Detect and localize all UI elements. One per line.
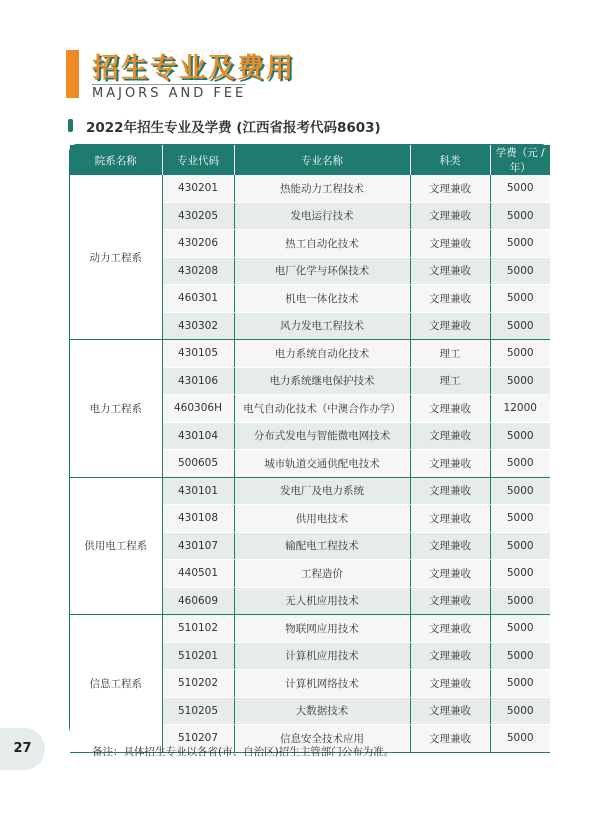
tuition-cell: 5000	[490, 257, 550, 285]
major-code-cell: 460609	[162, 587, 234, 615]
category-cell: 文理兼收	[410, 285, 490, 313]
tuition-cell: 5000	[490, 202, 550, 230]
category-cell: 文理兼收	[410, 587, 490, 615]
major-name-cell: 计算机应用技术	[234, 642, 410, 670]
section-title: 2022年招生专业及学费 (江西省报考代码8603)	[86, 120, 381, 136]
major-name-cell: 风力发电工程技术	[234, 312, 410, 340]
header-accent-bar	[66, 50, 79, 98]
major-name-cell: 供用电技术	[234, 505, 410, 533]
major-code-cell: 510202	[162, 670, 234, 698]
major-code-cell: 430208	[162, 257, 234, 285]
page-title: 招生专业及费用	[92, 53, 295, 84]
table-row	[70, 175, 550, 202]
category-cell: 文理兼收	[410, 422, 490, 450]
column-header: 专业名称	[234, 145, 410, 175]
tuition-cell: 5000	[490, 587, 550, 615]
table-row	[70, 477, 550, 505]
major-name-cell: 分布式发电与智能微电网技术	[234, 422, 410, 450]
category-cell: 文理兼收	[410, 725, 490, 753]
major-name-cell: 电厂化学与环保技术	[234, 257, 410, 285]
major-code-cell: 510102	[162, 615, 234, 643]
major-name-cell: 机电一体化技术	[234, 285, 410, 313]
category-cell: 文理兼收	[410, 505, 490, 533]
category-cell: 文理兼收	[410, 532, 490, 560]
major-code-cell: 430108	[162, 505, 234, 533]
tuition-cell: 5000	[490, 670, 550, 698]
tuition-cell: 5000	[490, 642, 550, 670]
category-cell: 理工	[410, 367, 490, 395]
major-code-cell: 430107	[162, 532, 234, 560]
major-code-cell: 510207	[162, 725, 234, 753]
major-name-cell: 无人机应用技术	[234, 587, 410, 615]
major-name-cell: 电力系统继电保护技术	[234, 367, 410, 395]
tuition-cell: 5000	[490, 340, 550, 368]
tuition-cell: 5000	[490, 697, 550, 725]
dept-cell: 供用电工程系	[70, 477, 162, 615]
category-cell: 文理兼收	[410, 230, 490, 258]
tuition-cell: 12000	[490, 395, 550, 423]
major-code-cell: 440501	[162, 560, 234, 588]
major-name-cell: 信息安全技术应用	[234, 725, 410, 753]
dept-cell: 动力工程系	[70, 175, 162, 340]
tuition-cell: 5000	[490, 450, 550, 478]
major-name-cell: 热能动力工程技术	[234, 175, 410, 202]
tuition-cell: 5000	[490, 312, 550, 340]
dept-cell: 信息工程系	[70, 615, 162, 753]
major-name-cell: 物联网应用技术	[234, 615, 410, 643]
table-header-row	[70, 145, 550, 175]
tuition-cell: 5000	[490, 532, 550, 560]
major-code-cell: 460306H	[162, 395, 234, 423]
category-cell: 文理兼收	[410, 642, 490, 670]
major-name-cell: 电力系统自动化技术	[234, 340, 410, 368]
column-header: 学费（元 / 年）	[490, 145, 550, 175]
major-code-cell: 430101	[162, 477, 234, 505]
category-cell: 文理兼收	[410, 697, 490, 725]
tuition-cell: 5000	[490, 615, 550, 643]
column-header: 专业代码	[162, 145, 234, 175]
page-number: 27	[0, 728, 45, 770]
major-name-cell: 热工自动化技术	[234, 230, 410, 258]
major-code-cell: 460301	[162, 285, 234, 313]
major-code-cell: 500605	[162, 450, 234, 478]
majors-table	[69, 144, 549, 745]
major-code-cell: 510205	[162, 697, 234, 725]
dept-cell: 电力工程系	[70, 340, 162, 478]
major-code-cell: 430302	[162, 312, 234, 340]
major-name-cell: 城市轨道交通供配电技术	[234, 450, 410, 478]
column-header: 科类	[410, 145, 490, 175]
tuition-cell: 5000	[490, 230, 550, 258]
major-code-cell: 430106	[162, 367, 234, 395]
category-cell: 理工	[410, 340, 490, 368]
major-code-cell: 430104	[162, 422, 234, 450]
major-name-cell: 大数据技术	[234, 697, 410, 725]
category-cell: 文理兼收	[410, 257, 490, 285]
category-cell: 文理兼收	[410, 175, 490, 202]
major-name-cell: 电气自动化技术（中澳合作办学）	[234, 395, 410, 423]
major-code-cell: 510201	[162, 642, 234, 670]
page-subtitle: MAJORS AND FEE	[92, 86, 247, 101]
page-header	[66, 44, 366, 106]
category-cell: 文理兼收	[410, 202, 490, 230]
tuition-cell: 5000	[490, 175, 550, 202]
tuition-cell: 5000	[490, 285, 550, 313]
table-row	[70, 615, 550, 643]
category-cell: 文理兼收	[410, 312, 490, 340]
tuition-cell: 5000	[490, 560, 550, 588]
major-name-cell: 计算机网络技术	[234, 670, 410, 698]
major-name-cell: 发电厂及电力系统	[234, 477, 410, 505]
tuition-cell: 5000	[490, 505, 550, 533]
category-cell: 文理兼收	[410, 560, 490, 588]
tuition-cell: 5000	[490, 367, 550, 395]
major-name-cell: 输配电工程技术	[234, 532, 410, 560]
major-name-cell: 发电运行技术	[234, 202, 410, 230]
category-cell: 文理兼收	[410, 450, 490, 478]
tuition-cell: 5000	[490, 477, 550, 505]
category-cell: 文理兼收	[410, 670, 490, 698]
category-cell: 文理兼收	[410, 615, 490, 643]
major-code-cell: 430105	[162, 340, 234, 368]
table-row	[70, 340, 550, 368]
tuition-cell: 5000	[490, 422, 550, 450]
footnote: 备注：具体招生专业以各省(市、自治区)招生主管部门公布为准。	[92, 746, 395, 758]
major-name-cell: 工程造价	[234, 560, 410, 588]
major-code-cell: 430201	[162, 175, 234, 202]
major-code-cell: 430205	[162, 202, 234, 230]
major-code-cell: 430206	[162, 230, 234, 258]
category-cell: 文理兼收	[410, 395, 490, 423]
section-marker	[68, 119, 73, 132]
tuition-cell: 5000	[490, 725, 550, 753]
category-cell: 文理兼收	[410, 477, 490, 505]
column-header: 院系名称	[70, 145, 162, 175]
